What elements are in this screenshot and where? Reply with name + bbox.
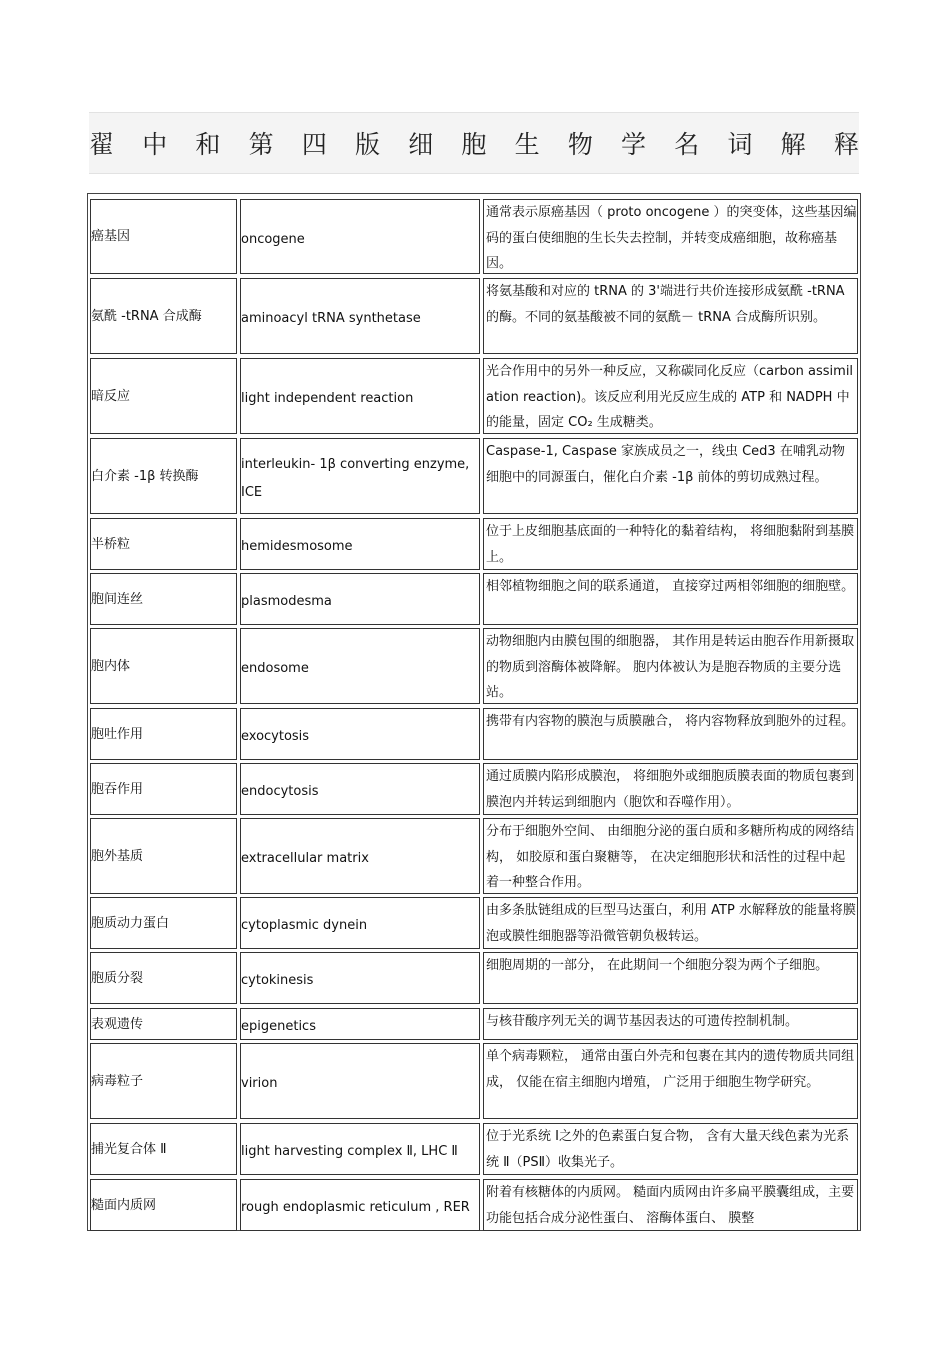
term-chinese: 胞质分裂: [90, 952, 237, 1004]
term-definition: 细胞周期的一部分， 在此期间一个细胞分裂为两个子细胞。: [483, 952, 858, 1004]
term-english-text: light harvesting complex Ⅱ, LHC Ⅱ: [241, 1144, 458, 1159]
title-char: 细: [408, 130, 434, 159]
term-definition: 与核苷酸序列无关的调节基因表达的可遗传控制机制。: [483, 1008, 858, 1040]
title-char: 翟: [89, 130, 115, 159]
term-english-text: endocytosis: [241, 784, 319, 799]
term-chinese: 胞内体: [90, 628, 237, 704]
table-row: [88, 1008, 860, 1040]
title-char: 生: [514, 130, 540, 159]
table-row: [88, 763, 860, 815]
term-english: [240, 1008, 480, 1040]
term-chinese: 氨酰 -tRNA 合成酶: [90, 278, 237, 354]
table-row: [88, 518, 860, 570]
title-char: 学: [621, 130, 647, 159]
table-row: [88, 628, 860, 704]
page-title: [89, 113, 859, 173]
title-char: 中: [142, 130, 168, 159]
term-definition: 由多条肽链组成的巨型马达蛋白，利用 ATP 水解释放的能量将膜泡或膜性细胞器等沿微管朝负极转运。: [483, 897, 858, 949]
table-row: [88, 897, 860, 949]
term-definition: 携带有内容物的膜泡与质膜融合， 将内容物释放到胞外的过程。: [483, 708, 858, 760]
term-english-text: epigenetics: [241, 1019, 316, 1034]
term-chinese: 捕光复合体 Ⅱ: [90, 1123, 237, 1175]
term-chinese: 糙面内质网: [90, 1179, 237, 1231]
term-chinese: 病毒粒子: [90, 1043, 237, 1119]
title-char: 胞: [461, 130, 487, 159]
term-english-text: plasmodesma: [241, 594, 332, 609]
term-english-text: cytokinesis: [241, 973, 314, 988]
term-english-text: hemidesmosome: [241, 539, 353, 554]
term-english-text: extracellular matrix: [241, 851, 369, 866]
term-english: [240, 897, 480, 949]
term-definition: 光合作用中的另外一种反应，又称碳同化反应（carbon assimilation reaction)。该反应利用光反应生成的 ATP 和 NADPH 中的能量，固定 CO₂ 生成糖类。: [483, 358, 858, 434]
table-row: [88, 1123, 860, 1175]
table-row: [88, 199, 860, 274]
term-definition: 附着有核糖体的内质网。 糙面内质网由许多扁平膜囊组成，主要功能包括合成分泌性蛋白、 溶酶体蛋白、 膜整: [483, 1179, 858, 1231]
term-definition: 位于上皮细胞基底面的一种特化的黏着结构， 将细胞黏附到基膜上。: [483, 518, 858, 570]
table-row: [88, 438, 860, 514]
term-english-text: cytoplasmic dynein: [241, 918, 368, 933]
term-definition: 相邻植物细胞之间的联系通道， 直接穿过两相邻细胞的细胞壁。: [483, 573, 858, 625]
title-char: 第: [248, 130, 274, 159]
title-char: 释: [833, 130, 859, 159]
table-row: [88, 573, 860, 625]
term-english-text: exocytosis: [241, 729, 310, 744]
term-definition: 将氨基酸和对应的 tRNA 的 3'端进行共价连接形成氨酰 -tRNA 的酶。不同的氨基酸被不同的氨酰－ tRNA 合成酶所识别。: [483, 278, 858, 354]
title-char: 和: [195, 130, 221, 159]
term-english: [240, 278, 480, 354]
table-row: [88, 358, 860, 434]
table-row: [88, 278, 860, 354]
table-row: [88, 1179, 860, 1231]
term-chinese: 胞吐作用: [90, 708, 237, 760]
term-english: [240, 1179, 480, 1231]
table-row: [88, 1043, 860, 1119]
term-english: [240, 358, 480, 434]
term-definition: 位于光系统 Ⅰ之外的色素蛋白复合物， 含有大量天线色素为光系统 Ⅱ（PSⅡ）收集光子。: [483, 1123, 858, 1175]
term-english: [240, 438, 480, 514]
table-row: [88, 952, 860, 1004]
term-chinese: 胞吞作用: [90, 763, 237, 815]
term-definition: 通常表示原癌基因（ proto oncogene ）的突变体，这些基因编码的蛋白使细胞的生长失去控制，并转变成癌细胞，故称癌基因。: [483, 199, 858, 274]
table-row: [88, 818, 860, 894]
term-definition: 单个病毒颗粒， 通常由蛋白外壳和包裹在其内的遗传物质共同组成， 仅能在宿主细胞内增殖， 广泛用于细胞生物学研究。: [483, 1043, 858, 1119]
term-english: [240, 628, 480, 704]
term-chinese: 暗反应: [90, 358, 237, 434]
term-english: [240, 1123, 480, 1175]
term-english-text: virion: [241, 1076, 278, 1091]
term-english: [240, 573, 480, 625]
term-chinese: 半桥粒: [90, 518, 237, 570]
term-definition: 分布于细胞外空间、 由细胞分泌的蛋白质和多糖所构成的网络结构， 如胶原和蛋白聚糖等， 在决定细胞形状和活性的过程中起着一种整合作用。: [483, 818, 858, 894]
term-chinese: 癌基因: [90, 199, 237, 274]
term-english-text: rough endoplasmic reticulum , RER: [241, 1200, 470, 1215]
term-chinese: 胞外基质: [90, 818, 237, 894]
term-english: [240, 199, 480, 274]
table-row: [88, 708, 860, 760]
glossary-table: [87, 193, 861, 1231]
title-bar: [89, 112, 859, 174]
term-english: [240, 818, 480, 894]
term-english-text: aminoacyl tRNA synthetase: [241, 311, 421, 326]
title-char: 解: [780, 130, 806, 159]
title-char: 名: [674, 130, 700, 159]
term-english: [240, 1043, 480, 1119]
term-english-text: interleukin- 1β converting enzyme, ICE: [241, 457, 470, 500]
term-definition: 通过质膜内陷形成膜泡， 将细胞外或细胞质膜表面的物质包裹到膜泡内并转运到细胞内（胞饮和吞噬作用）。: [483, 763, 858, 815]
title-char: 物: [567, 130, 593, 159]
term-english: [240, 708, 480, 760]
term-english: [240, 952, 480, 1004]
title-char: 版: [355, 130, 381, 159]
title-char: 四: [301, 130, 327, 159]
term-chinese: 表观遗传: [90, 1008, 237, 1040]
term-chinese: 胞质动力蛋白: [90, 897, 237, 949]
term-definition: 动物细胞内由膜包围的细胞器， 其作用是转运由胞吞作用新摄取的物质到溶酶体被降解。 胞内体被认为是胞吞物质的主要分选站。: [483, 628, 858, 704]
term-chinese: 白介素 -1β 转换酶: [90, 438, 237, 514]
term-english-text: oncogene: [241, 231, 305, 247]
term-definition: Caspase-1, Caspase 家族成员之一，线虫 Ced3 在哺乳动物细胞中的同源蛋白，催化白介素 -1β 前体的剪切成熟过程。: [483, 438, 858, 514]
term-chinese: 胞间连丝: [90, 573, 237, 625]
term-english: [240, 518, 480, 570]
term-english-text: endosome: [241, 661, 309, 676]
term-english: [240, 763, 480, 815]
title-char: 词: [727, 130, 753, 159]
term-english-text: light independent reaction: [241, 391, 414, 406]
